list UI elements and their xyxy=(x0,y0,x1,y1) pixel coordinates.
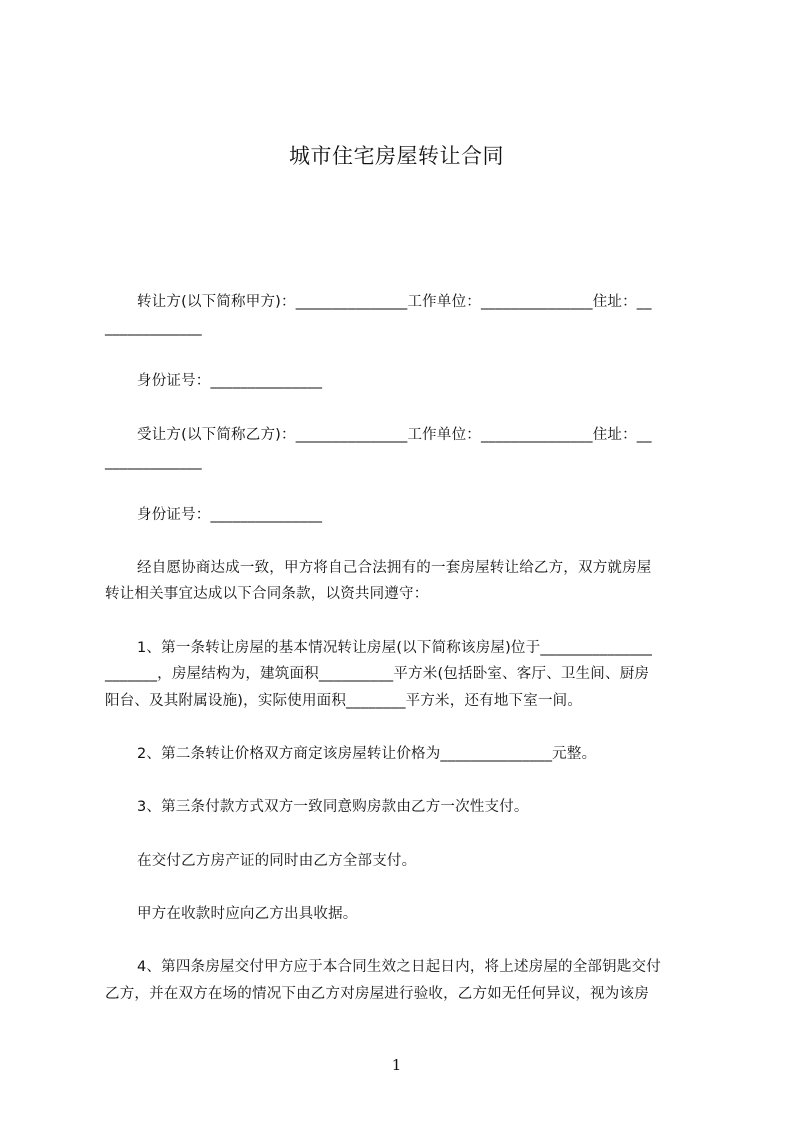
transferor-line: 转让方(以下简称甲方)：_______________工作单位：_______________住址：__ xyxy=(137,294,652,310)
transferee-line: 受让方(以下简称乙方)：_______________工作单位：_______________住址：__ xyxy=(137,427,652,443)
page-number: 1 xyxy=(391,1056,402,1074)
preamble-line-2: 转让相关事宜达成以下合同条款，以资共同遵守： xyxy=(105,586,429,602)
receipt-line: 甲方在收款时应向乙方出具收据。 xyxy=(137,906,358,922)
clause-4-line-2: 乙方，并在双方在场的情况下由乙方对房屋进行验收，乙方如无任何异议，视为该房 xyxy=(105,986,649,1002)
clause-4-line-1: 4、第四条房屋交付甲方应于本合同生效之日起日内，将上述房屋的全部钥匙交付 xyxy=(137,959,661,975)
document-title: 城市住宅房屋转让合同 xyxy=(289,144,504,168)
transferee-id-line: 身份证号：_______________ xyxy=(137,507,323,523)
payment-detail-line: 在交付乙方房产证的同时由乙方全部支付。 xyxy=(137,853,417,869)
clause-3-line: 3、第三条付款方式双方一致同意购房款由乙方一次性支付。 xyxy=(137,799,529,815)
transferee-address-continuation: _____________ xyxy=(105,454,202,470)
clause-1-line-2: _______，房屋结构为，建筑面积__________平方米(包括卧室、客厅、卫生间、厨房 xyxy=(105,666,650,682)
clause-1-line-1: 1、第一条转让房屋的基本情况转让房屋(以下简称该房屋)位于_______________ xyxy=(137,640,653,656)
preamble-line-1: 经自愿协商达成一致，甲方将自己合法拥有的一套房屋转让给乙方，双方就房屋 xyxy=(137,560,652,576)
transferor-address-continuation: _____________ xyxy=(105,320,202,336)
clause-1-line-3: 阳台、及其附属设施)，实际使用面积________平方米，还有地下室一间。 xyxy=(105,693,583,709)
transferor-id-line: 身份证号：_______________ xyxy=(137,373,323,389)
clause-2-line: 2、第二条转让价格双方商定该房屋转让价格为_______________元整。 xyxy=(137,746,597,762)
